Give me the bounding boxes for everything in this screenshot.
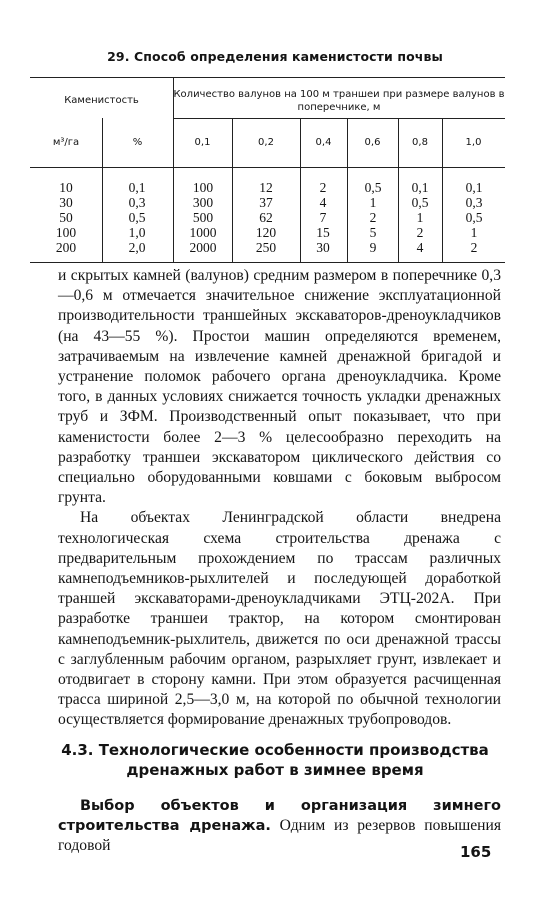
subsection-title: Выбор объектов и организация зимнего строительства дренажа.: [58, 798, 501, 835]
page-number: 165: [460, 843, 492, 861]
table-cell: 2,0: [128, 240, 146, 255]
table-subheader: 0,2: [258, 137, 274, 148]
table-cell: 5: [369, 225, 377, 240]
subsection-body: Одним из резервов повышения годовой: [58, 817, 502, 855]
table-cell: 2000: [189, 240, 217, 255]
table-cell: 1000: [189, 225, 217, 240]
subsection-text: [58, 796, 501, 857]
table-cell: 2: [369, 210, 377, 225]
table-cell: 4: [319, 195, 327, 210]
table-cell: 1,0: [128, 225, 146, 240]
table-cell: 30: [59, 195, 73, 210]
table-cell: 0,1: [128, 180, 146, 195]
table-cell: 0,5: [128, 210, 146, 225]
table-cell: 0,5: [364, 180, 382, 195]
table-cell: 0,3: [465, 195, 483, 210]
table-bottom-rule: [30, 262, 505, 263]
table-subheader: м³/га: [52, 137, 80, 148]
table-header-rule: [173, 118, 505, 119]
table-cell: 1: [470, 225, 478, 240]
table-cell: 2: [470, 240, 478, 255]
table-cell: 7: [319, 210, 327, 225]
table-cell: 12: [259, 180, 273, 195]
table-cell: 2: [319, 180, 327, 195]
table-cell: 300: [192, 195, 214, 210]
table-cell: 50: [59, 210, 73, 225]
table-cell: 62: [259, 210, 273, 225]
table-cell: 0,1: [465, 180, 483, 195]
table-cell: 4: [416, 240, 424, 255]
section-heading-line: 4.3. Технологические особенности производства: [61, 741, 489, 759]
table-cell: 120: [255, 225, 277, 240]
table-cell: 100: [55, 225, 77, 240]
table-cell: 0,1: [411, 180, 429, 195]
table-cell: 200: [55, 240, 77, 255]
table-title: 29. Способ определения каменистости почвы: [107, 49, 443, 64]
body-text: [58, 266, 501, 731]
paragraph: На объектах Ленинградской области внедрена технологическая схема строительства дренажа с предварительным прохождением по трассам различных камнеподъемников-рыхлителей и последующей доработкой траншей экскаваторами-дреноукладчиками ЭТЦ-202А. При разработке траншеи трактор, на котором смонтирован камнеподъемник-рыхлитель, движется по оси дренажной трассы с заглубленным рабочим органом, разрыхляет грунт, извлекает и отодвигает в сторону камни. При этом образуется расчищенная трасса шириной 2,5—3,0 м, на которой по обычной технологии осуществляется формирование дренажных трубопроводов.: [58, 509, 501, 729]
table-cell: 30: [316, 240, 330, 255]
table-subheader: 0,1: [194, 137, 211, 148]
table-top-rule: [30, 77, 505, 78]
table-subheader: 0,6: [364, 137, 381, 148]
table-cell: 1: [369, 195, 377, 210]
table-cell: 9: [369, 240, 377, 255]
section-heading: [40, 740, 510, 780]
table-cell: 10: [59, 180, 73, 195]
paragraph: и скрытых камней (валунов) средним размером в поперечнике 0,3—0,6 м отмечается значительное снижение эксплуатационной производительности траншейных экскаваторов-дреноукладчиков (на 43—55 %). Простои машин определяются временем, затрачиваемым на извлечение камней дренажной бригадой и устранение поломок рабочего органа дреноукладчика. Кроме того, в данных условиях снижается точность укладки дренажных труб и ЗФМ. Производственный опыт показывает, что при каменистости более 2—3 % целесообразно переходить на разработку траншеи экскаватором циклического действия со специально оборудованными ковшами с боковым выбросом грунта.: [58, 267, 501, 507]
table-cell: 0,5: [465, 210, 483, 225]
table-cell: 0,5: [411, 195, 429, 210]
table-subheader: %: [132, 137, 143, 148]
table-cell: 0,3: [128, 195, 146, 210]
table-cell: 1: [416, 210, 424, 225]
table-cell: 250: [255, 240, 277, 255]
table-subheader: 0,8: [412, 137, 428, 148]
section-heading-line: дренажных работ в зимнее время: [126, 761, 424, 779]
table-header-boulders: Количество валунов на 100 м траншеи при размере валунов в поперечнике, м: [173, 89, 505, 113]
table-cell: 100: [192, 180, 214, 195]
table-header-stoniness: Каменистость: [64, 95, 139, 106]
table-cell: 2: [416, 225, 424, 240]
table-cell: 15: [316, 225, 330, 240]
table-cell: 37: [259, 195, 273, 210]
table-subheader: 1,0: [465, 137, 482, 148]
table-cell: 500: [192, 210, 214, 225]
table-subheader: 0,4: [315, 137, 332, 148]
